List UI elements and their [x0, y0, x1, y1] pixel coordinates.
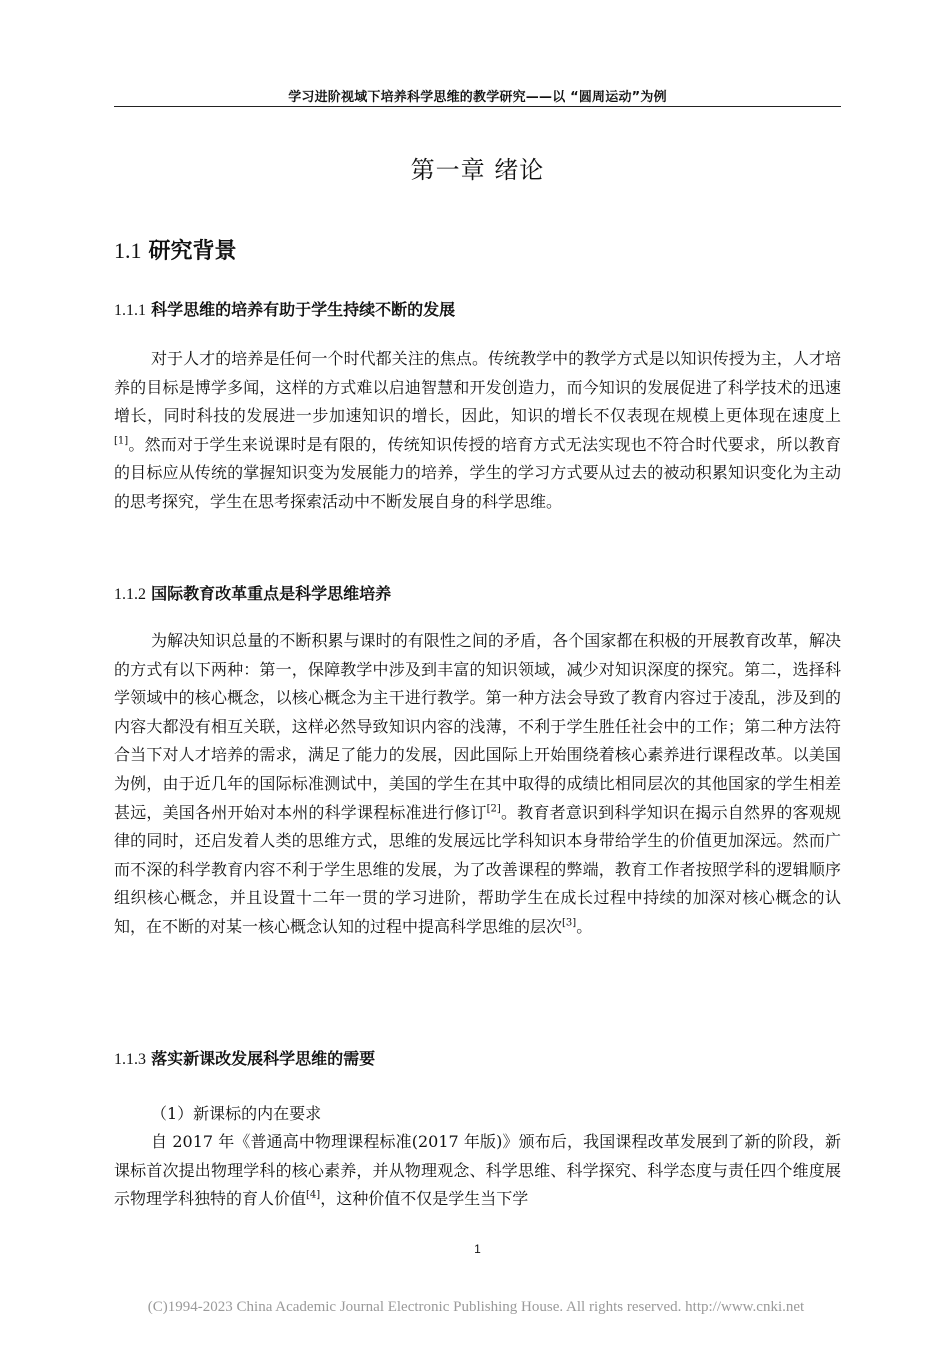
chapter-title: 第一章 绪论: [410, 156, 545, 184]
paragraph-1-1-3: 自 2017 年《普通高中物理课程标准(2017 年版)》颁布后，我国课程改革发展到了新的阶段，新课标首次提出物理学科的核心素养，并从物理观念、科学思维、科学探究、科学态度与责任四个维度展示物理学科独特的育人价值[4]，这种价值不仅是学生当下学: [114, 1132, 841, 1209]
section-title: 研究背景: [148, 239, 237, 264]
copyright-footer: (C)1994-2023 China Academic Journal Electronic Publishing House. All rights reserved. http://www.cnki.net: [147, 1299, 805, 1315]
paragraph-1-1-1: 对于人才的培养是任何一个时代都关注的焦点。传统教学中的教学方式是以知识传授为主，人才培养的目标是博学多闻，这样的方式难以启迪智慧和开发创造力，而今知识的发展促进了科学技术的迅速增长，同时科技的发展进一步加速知识的增长，因此，知识的增长不仅表现在规模上更体现在速度上[1]。然而对于学生来说课时是有限的，传统知识传授的培育方式无法实现也不符合时代要求，所以教育的目标应从传统的掌握知识变为发展能力的培养，学生的学习方式要从过去的被动积累知识变化为主动的思考探究，学生在思考探索活动中不断发展自身的科学思维。: [114, 349, 841, 511]
subsection-heading-1-1-2: [114, 581, 391, 604]
subsection-heading-1-1-3: [114, 1046, 375, 1069]
citation-ref: [2]: [486, 803, 501, 815]
paragraph-1-1-2: 为解决知识总量的不断积累与课时的有限性之间的矛盾，各个国家都在积极的开展教育改革，解决的方式有以下两种：第一，保障教学中涉及到丰富的知识领域，减少对知识深度的探究。第二，选择科学领域中的核心概念，以核心概念为主干进行教学。第一种方法会导致了教育内容过于凌乱，涉及到的内容大都没有相互关联，这样必然导致知识内容的浅薄，不利于学生胜任社会中的工作；第二种方法符合当下对人才培养的需求，满足了能力的发展，因此国际上开始围绕着核心素养进行课程改革。以美国为例，由于近几年的国际标准测试中，美国的学生在其中取得的成绩比相同层次的其他国家的学生相差甚远，美国各州开始对本州的科学课程标准进行修订[2]。教育者意识到科学知识在揭示自然界的客观规律的同时，还启发着人类的思维方式，思维的发展远比学科知识本身带给学生的价值更加深远。然而广而不深的科学教育内容不利于学生思维的发展，为了改善课程的弊端，教育工作者按照学科的逻辑顺序组织核心概念，并且设置十二年一贯的学习进阶，帮助学生在成长过程中持续的加深对核心概念的认知，在不断的对某一核心概念认知的过程中提高科学思维的层次[3]。: [114, 631, 841, 936]
subsection-heading-1-1-1: [114, 297, 455, 320]
header-rule: [114, 106, 841, 107]
subsection-title: 科学思维的培养有助于学生持续不断的发展: [151, 300, 456, 319]
list-item-1: （1）新课标的内在要求: [151, 1104, 322, 1123]
citation-ref: [3]: [562, 917, 577, 929]
subsection-title: 落实新课改发展科学思维的需要: [151, 1049, 376, 1068]
subsection-number: 1.1.3: [114, 1051, 146, 1068]
subsection-number: 1.1.2: [114, 586, 146, 603]
running-head: 学习进阶视域下培养科学思维的教学研究——以 “圆周运动”为例: [288, 90, 667, 105]
subsection-title: 国际教育改革重点是科学思维培养: [151, 584, 392, 603]
citation-ref: [4]: [306, 1189, 321, 1201]
citation-ref: [1]: [114, 435, 129, 447]
page-number: 1: [474, 1242, 481, 1256]
subsection-number: 1.1.1: [114, 302, 146, 319]
section-heading: [114, 234, 237, 265]
section-number: 1.1: [114, 238, 142, 263]
